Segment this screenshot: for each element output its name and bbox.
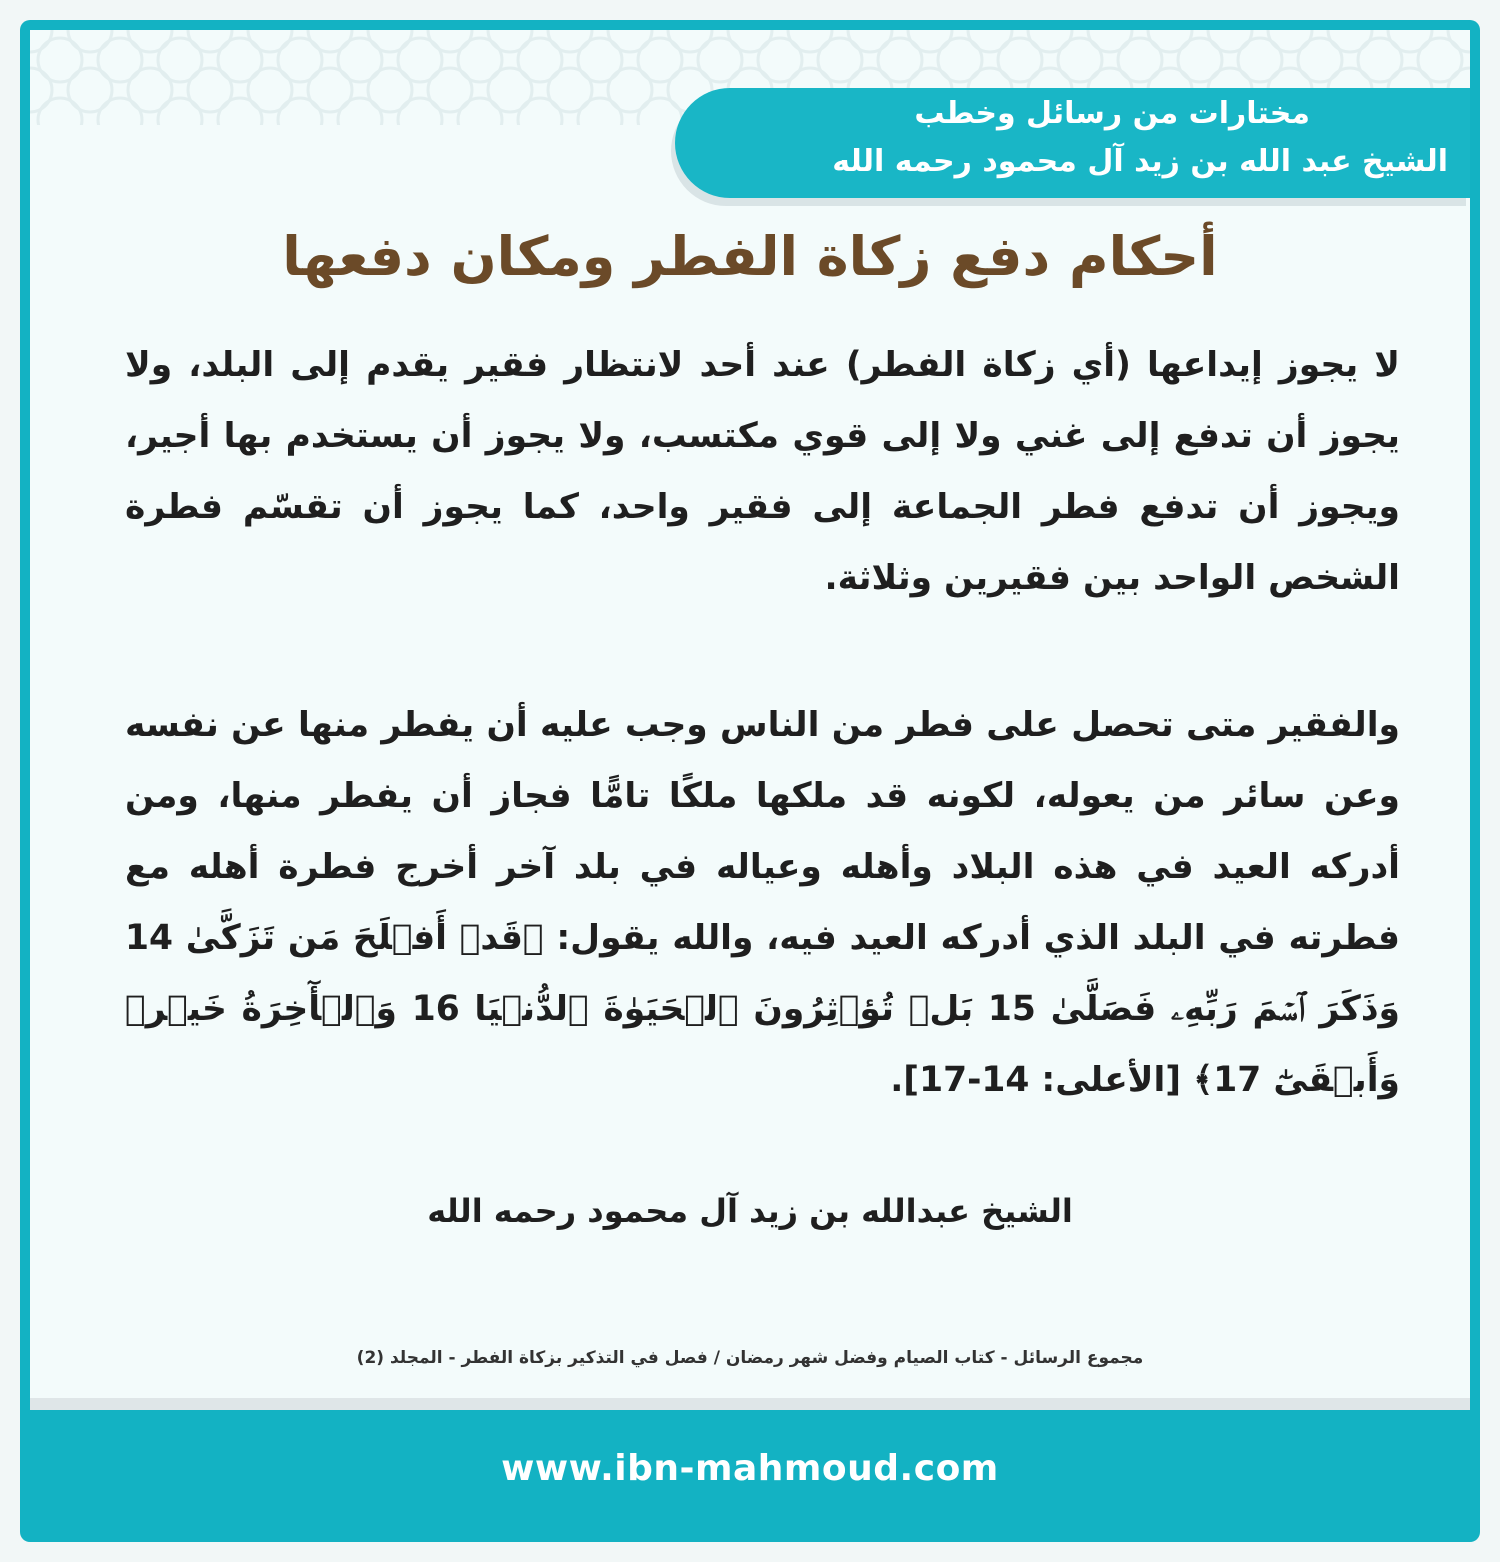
source-citation: مجموع الرسائل - كتاب الصيام وفضل شهر رمضان / فصل في التذكير بزكاة الفطر - المجلد (2)	[356, 1348, 1144, 1368]
page-title: أحكام دفع زكاة الفطر ومكان دفعها	[282, 225, 1218, 288]
signature: الشيخ عبدالله بن زيد آل محمود رحمه الله	[427, 1192, 1073, 1230]
series-author: الشيخ عبد الله بن زيد آل محمود رحمه الله	[832, 144, 1448, 179]
paragraph-1: لا يجوز إيداعها (أي زكاة الفطر) عند أحد لانتظار فقير يقدم إلى البلد، ولا يجوز أن تدفع إلى غني ولا إلى قوي مكتسب، ولا يجوز أن يستخدم بها أجير، ويجوز أن تدفع فطر الجماعة إلى فقير واحد، كما يجوز أن تقسّم فطرة الشخص الواحد بين فقيرين وثلاثة.	[125, 345, 1400, 598]
series-title: مختارات من رسائل وخطب	[914, 96, 1310, 131]
content-panel	[30, 30, 1470, 1410]
website-link[interactable]: www.ibn-mahmoud.com	[501, 1448, 999, 1489]
paragraph-2: والفقير متى تحصل على فطر من الناس وجب عليه أن يفطر منها عن نفسه وعن سائر من يعوله، لكونه قد ملكها ملكًا تامًّا فجاز أن يفطر منها، ومن أدركه العيد في هذه البلاد وأهله وعياله في بلد آخر أخرج فطرة أهله مع فطرته في البلد الذي أدركه العيد فيه، والله يقول: ﴿قَدۡ أَفۡلَحَ مَن تَزَكَّىٰ 14 وَذَكَرَ ٱسۡمَ رَبِّهِۦ فَصَلَّىٰ 15 بَلۡ تُؤۡثِرُونَ ٱلۡحَيَوٰةَ ٱلدُّنۡيَا 16 وَٱلۡأٓخِرَةُ خَيۡرٞ وَأَبۡقَىٰٓ 17﴾ [الأعلى: 14-17].	[125, 705, 1401, 1100]
panel-divider	[30, 1398, 1470, 1410]
header-banner	[675, 88, 1470, 198]
card	[20, 20, 1480, 1542]
